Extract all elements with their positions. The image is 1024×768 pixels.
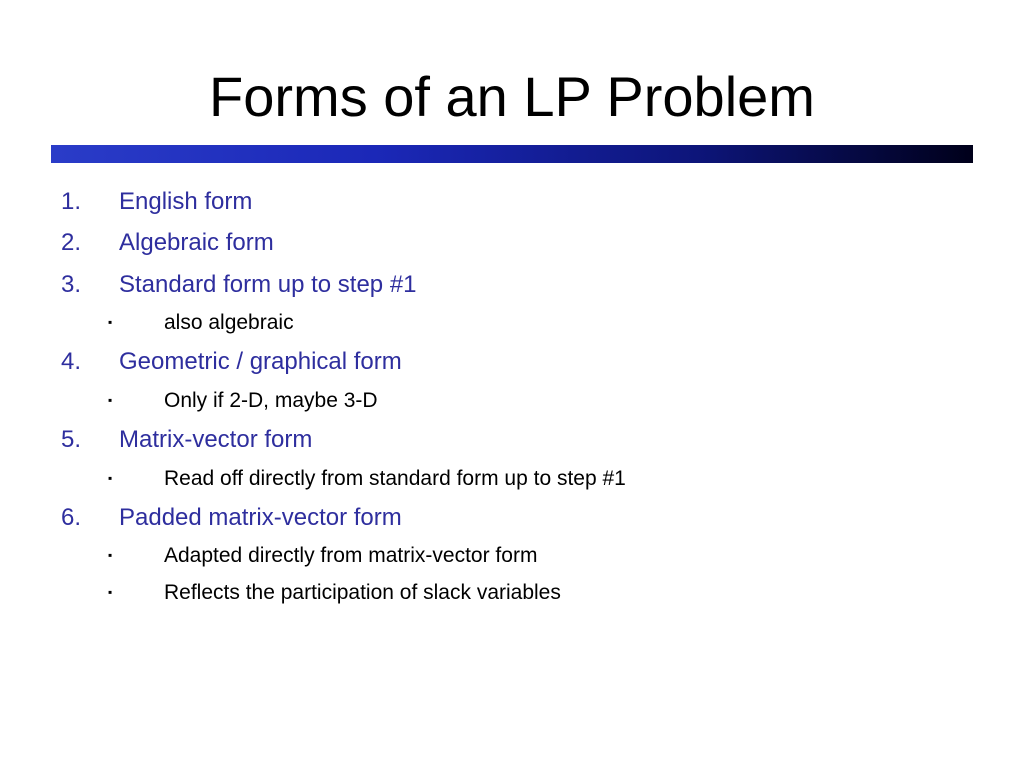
sub-item-text: Only if 2-D, maybe 3-D xyxy=(164,389,378,412)
sub-item-text: Reflects the participation of slack variables xyxy=(164,581,561,604)
list-item-number: 5. xyxy=(61,426,82,453)
list-item-text: Geometric / graphical form xyxy=(119,348,402,375)
list-item-text: Algebraic form xyxy=(119,229,274,256)
square-bullet-icon: ▪ xyxy=(108,315,113,329)
list-item-text: Matrix-vector form xyxy=(119,426,313,453)
list-item-number: 3. xyxy=(61,271,82,298)
square-bullet-icon: ▪ xyxy=(108,393,113,407)
list-item-text: English form xyxy=(119,188,253,215)
list-item-number: 2. xyxy=(61,229,82,256)
list-item-number: 6. xyxy=(61,504,82,531)
square-bullet-icon: ▪ xyxy=(108,548,113,562)
list-item-text: Padded matrix-vector form xyxy=(119,504,402,531)
sub-item-text: Adapted directly from matrix-vector form xyxy=(164,544,538,567)
sub-item-text: also algebraic xyxy=(164,311,294,334)
list-item-number: 4. xyxy=(61,348,82,375)
slide-title: Forms of an LP Problem xyxy=(209,65,815,128)
sub-item-text: Read off directly from standard form up to step #1 xyxy=(164,467,626,490)
square-bullet-icon: ▪ xyxy=(108,585,113,599)
list-item-number: 1. xyxy=(61,188,82,215)
square-bullet-icon: ▪ xyxy=(108,471,113,485)
list-item-text: Standard form up to step #1 xyxy=(119,271,417,298)
